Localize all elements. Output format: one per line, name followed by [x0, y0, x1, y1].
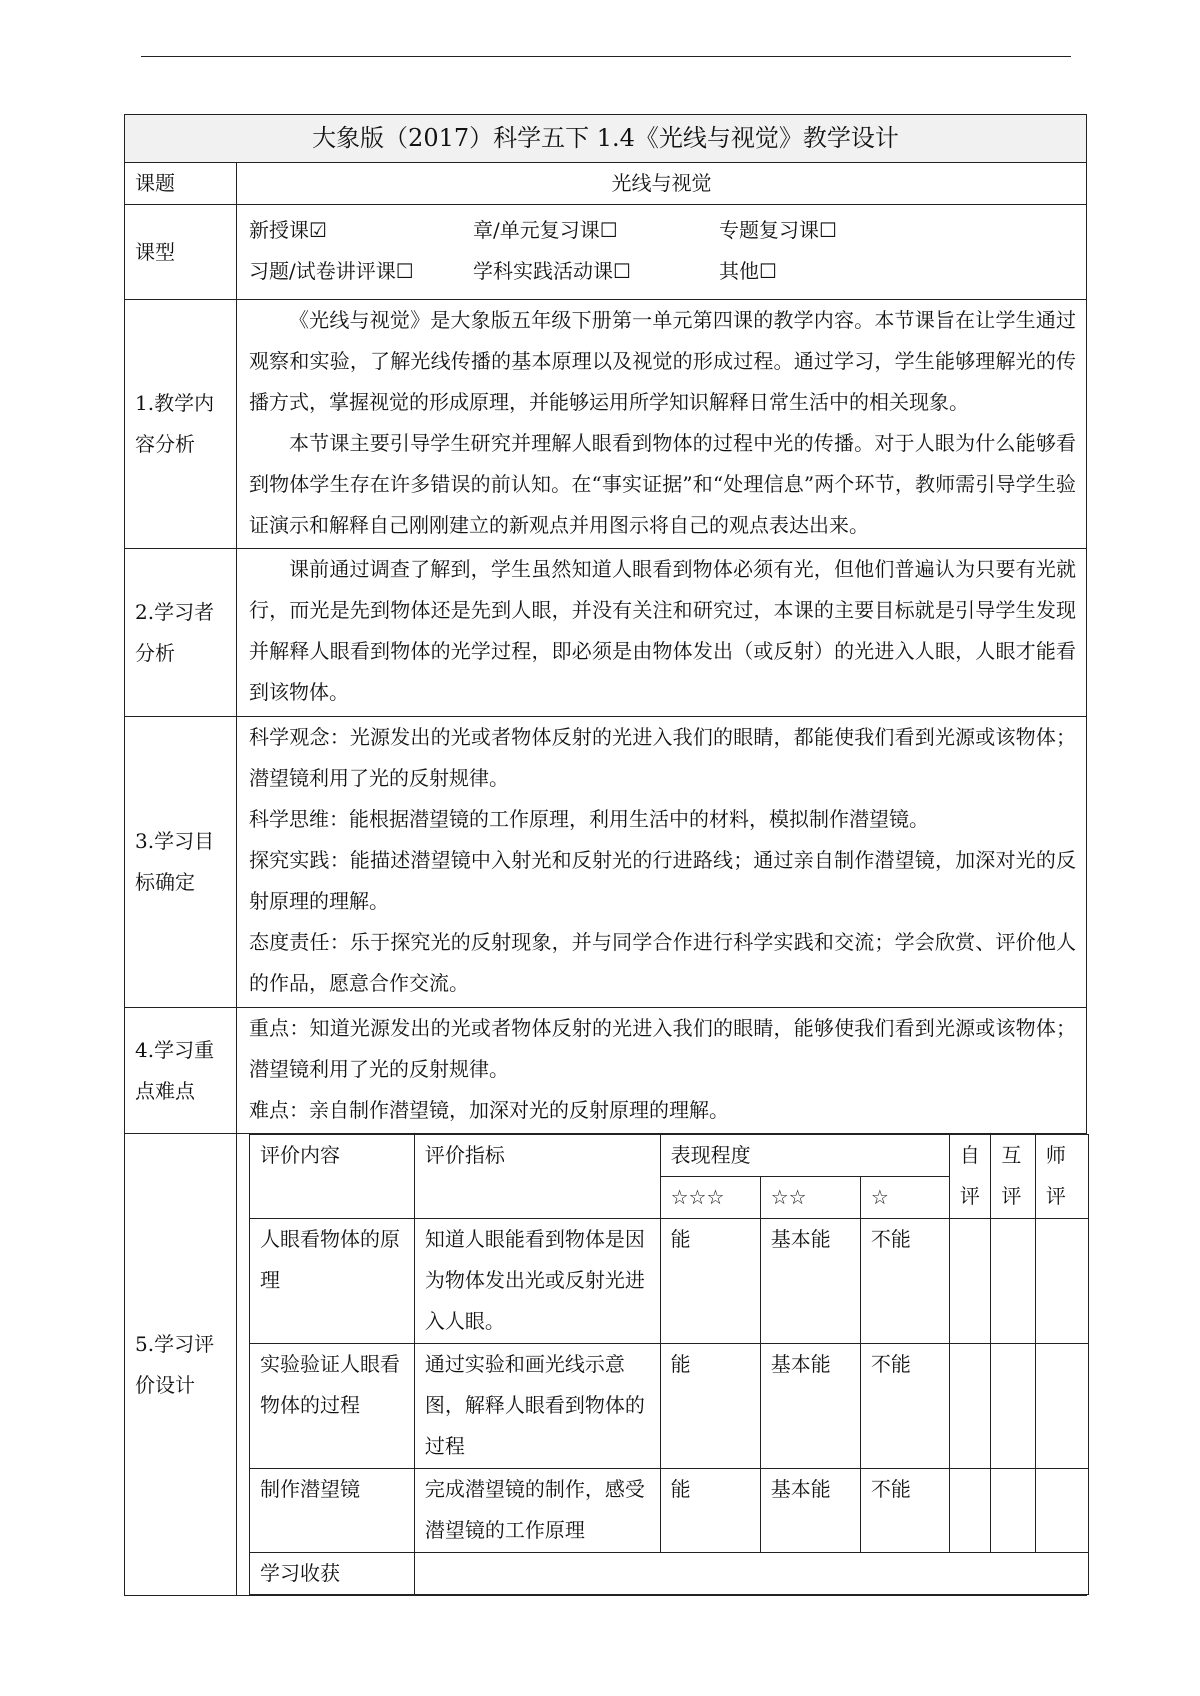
topic-value: 光线与视觉 [237, 163, 1087, 205]
item-teacher-score [1035, 1469, 1088, 1553]
header-stars-2: ☆☆ [760, 1177, 860, 1219]
content-analysis-p1: 《光线与视觉》是大象版五年级下册第一单元第四课的教学内容。本节课旨在让学生通过观察和实验，了解光线传播的基本原理以及视觉的形成过程。通过学习，学生能够理解光的传播方式，掌握视觉的形成原理，并能够运用所学知识解释日常生活中的相关现象。 [249, 308, 1076, 414]
document-title: 大象版（2017）科学五下 1.4《光线与视觉》教学设计 [125, 115, 1087, 163]
lesson-design-table [124, 114, 1087, 1596]
header-teacher: 师评 [1035, 1135, 1088, 1219]
item-content: 人眼看物体的原理 [250, 1219, 415, 1344]
key-points-text [237, 1008, 1087, 1134]
item-level-2: 基本能 [760, 1219, 860, 1344]
item-content: 实验验证人眼看物体的过程 [250, 1344, 415, 1469]
topic-label: 课题 [125, 163, 237, 205]
item-level-3: 能 [660, 1344, 760, 1469]
content-analysis-p2: 本节课主要引导学生研究并理解人眼看到物体的过程中光的传播。对于人眼为什么能够看到物体学生存在许多错误的前认知。在“事实证据”和“处理信息”两个环节，教师需引导学生验证演示和解释自己刚刚建立的新观点并用图示将自己的观点表达出来。 [249, 431, 1076, 537]
lesson-type-label: 课型 [125, 205, 237, 300]
item-level-3: 能 [660, 1219, 760, 1344]
item-level-1: 不能 [860, 1469, 949, 1553]
key-points-label: 4.学习重点难点 [125, 1008, 237, 1134]
objectives-text [237, 717, 1087, 1008]
content-analysis-label: 1.教学内容分析 [125, 300, 237, 549]
learner-analysis-text [237, 549, 1087, 717]
header-level: 表现程度 [660, 1135, 949, 1177]
item-level-2: 基本能 [760, 1344, 860, 1469]
objective-attitude: 态度责任：乐于探究光的反射现象，并与同学合作进行科学实践和交流；学会欣赏、评价他人的作品，愿意合作交流。 [249, 930, 1076, 995]
item-indicator: 通过实验和画光线示意图，解释人眼看到物体的过程 [414, 1344, 660, 1469]
item-teacher-score [1035, 1219, 1088, 1344]
header-indicator: 评价指标 [414, 1135, 660, 1219]
option-exercise-review: 习题/试卷讲评课☐ [249, 259, 414, 283]
option-topic-review: 专题复习课☐ [719, 218, 837, 242]
header-content: 评价内容 [250, 1135, 415, 1219]
option-other: 其他☐ [719, 259, 777, 283]
objective-thinking: 科学思维：能根据潜望镜的工作原理，利用生活中的材料，模拟制作潜望镜。 [249, 807, 929, 831]
learner-analysis-p1: 课前通过调查了解到，学生虽然知道人眼看到物体必须有光，但他们普遍认为只要有光就行，而光是先到物体还是先到人眼，并没有关注和研究过，本课的主要目标就是引导学生发现并解释人眼看到物体的光学过程，即必须是由物体发出（或反射）的光进入人眼，人眼才能看到该物体。 [249, 557, 1076, 704]
objective-concept: 科学观念：光源发出的光或者物体反射的光进入我们的眼睛，都能使我们看到光源或该物体；潜望镜利用了光的反射规律。 [249, 725, 1076, 790]
objective-practice: 探究实践：能描述潜望镜中入射光和反射光的行进路线；通过亲自制作潜望镜，加深对光的反射原理的理解。 [249, 848, 1076, 913]
header-rule [141, 56, 1071, 57]
item-peer-score [991, 1219, 1036, 1344]
key-point: 重点：知道光源发出的光或者物体反射的光进入我们的眼睛，能够使我们看到光源或该物体；潜望镜利用了光的反射规律。 [249, 1016, 1076, 1081]
objectives-label: 3.学习目标确定 [125, 717, 237, 1008]
item-level-2: 基本能 [760, 1469, 860, 1553]
item-level-3: 能 [660, 1469, 760, 1553]
evaluation-cell [237, 1134, 1087, 1596]
option-practice-activity: 学科实践活动课☐ [473, 259, 631, 283]
item-peer-score [991, 1344, 1036, 1469]
item-self-score [949, 1219, 990, 1344]
content-analysis-text [237, 300, 1087, 549]
evaluation-table [249, 1134, 1089, 1595]
learner-analysis-label: 2.学习者分析 [125, 549, 237, 717]
item-peer-score [991, 1469, 1036, 1553]
header-self: 自评 [949, 1135, 990, 1219]
item-teacher-score [1035, 1344, 1088, 1469]
item-level-1: 不能 [860, 1219, 949, 1344]
header-peer: 互评 [991, 1135, 1036, 1219]
item-indicator: 完成潜望镜的制作，感受潜望镜的工作原理 [414, 1469, 660, 1553]
evaluation-label: 5.学习评价设计 [125, 1134, 237, 1596]
option-unit-review: 章/单元复习课☐ [473, 218, 618, 242]
item-self-score [949, 1469, 990, 1553]
item-level-1: 不能 [860, 1344, 949, 1469]
option-new-lesson: 新授课☑ [249, 218, 327, 242]
harvest-label: 学习收获 [250, 1553, 415, 1595]
header-stars-3: ☆☆☆ [660, 1177, 760, 1219]
difficult-point: 难点：亲自制作潜望镜，加深对光的反射原理的理解。 [249, 1098, 729, 1122]
harvest-value [414, 1553, 1088, 1595]
item-self-score [949, 1344, 990, 1469]
item-content: 制作潜望镜 [250, 1469, 415, 1553]
header-stars-1: ☆ [860, 1177, 949, 1219]
lesson-type-options [237, 205, 1087, 300]
item-indicator: 知道人眼能看到物体是因为物体发出光或反射光进入人眼。 [414, 1219, 660, 1344]
